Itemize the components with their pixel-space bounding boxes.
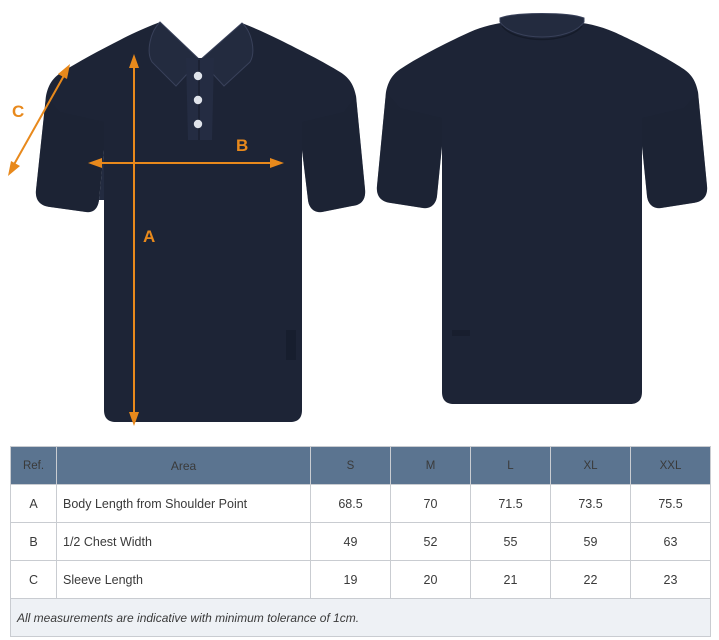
row-area: Body Length from Shoulder Point (57, 485, 311, 523)
row-value-xxl: 63 (631, 523, 711, 561)
row-value-xxl: 23 (631, 561, 711, 599)
dimension-label-c: C (12, 102, 25, 121)
row-value-xl: 73.5 (551, 485, 631, 523)
row-area: Sleeve Length (57, 561, 311, 599)
row-value-s: 68.5 (311, 485, 391, 523)
button-bottom (194, 120, 202, 128)
row-value-l: 21 (471, 561, 551, 599)
size-table (10, 446, 711, 637)
dimension-label-a: A (143, 227, 156, 246)
table-row (11, 523, 711, 561)
row-ref: B (11, 523, 57, 561)
shirt-back-body (377, 22, 707, 404)
row-ref: A (11, 485, 57, 523)
header-size-xxl: XXL (631, 447, 711, 485)
row-value-l: 71.5 (471, 485, 551, 523)
row-value-m: 70 (391, 485, 471, 523)
table-row (11, 485, 711, 523)
size-table-body (11, 485, 711, 637)
dimension-label-b: B (236, 136, 249, 155)
row-value-xl: 59 (551, 523, 631, 561)
polo-shirt-back (377, 14, 707, 405)
header-size-l: L (471, 447, 551, 485)
back-vent-tab (452, 330, 470, 336)
button-top (194, 72, 202, 80)
header-ref: Ref. (11, 447, 57, 485)
header-area: Area (57, 447, 311, 485)
row-value-s: 19 (311, 561, 391, 599)
row-value-m: 20 (391, 561, 471, 599)
polo-shirt-front (8, 22, 365, 426)
table-note-row (11, 599, 711, 637)
header-size-m: M (391, 447, 471, 485)
row-ref: C (11, 561, 57, 599)
size-table-wrapper (10, 446, 710, 637)
table-row (11, 561, 711, 599)
size-table-header (11, 447, 711, 485)
side-vent-tab (286, 330, 296, 360)
row-value-xl: 22 (551, 561, 631, 599)
header-size-s: S (311, 447, 391, 485)
row-value-xxl: 75.5 (631, 485, 711, 523)
row-value-m: 52 (391, 523, 471, 561)
measurement-note: All measurements are indicative with minimum tolerance of 1cm. (11, 599, 711, 637)
button-middle (194, 96, 202, 104)
row-value-s: 49 (311, 523, 391, 561)
row-area: 1/2 Chest Width (57, 523, 311, 561)
header-row (11, 447, 711, 485)
row-value-l: 55 (471, 523, 551, 561)
header-size-xl: XL (551, 447, 631, 485)
